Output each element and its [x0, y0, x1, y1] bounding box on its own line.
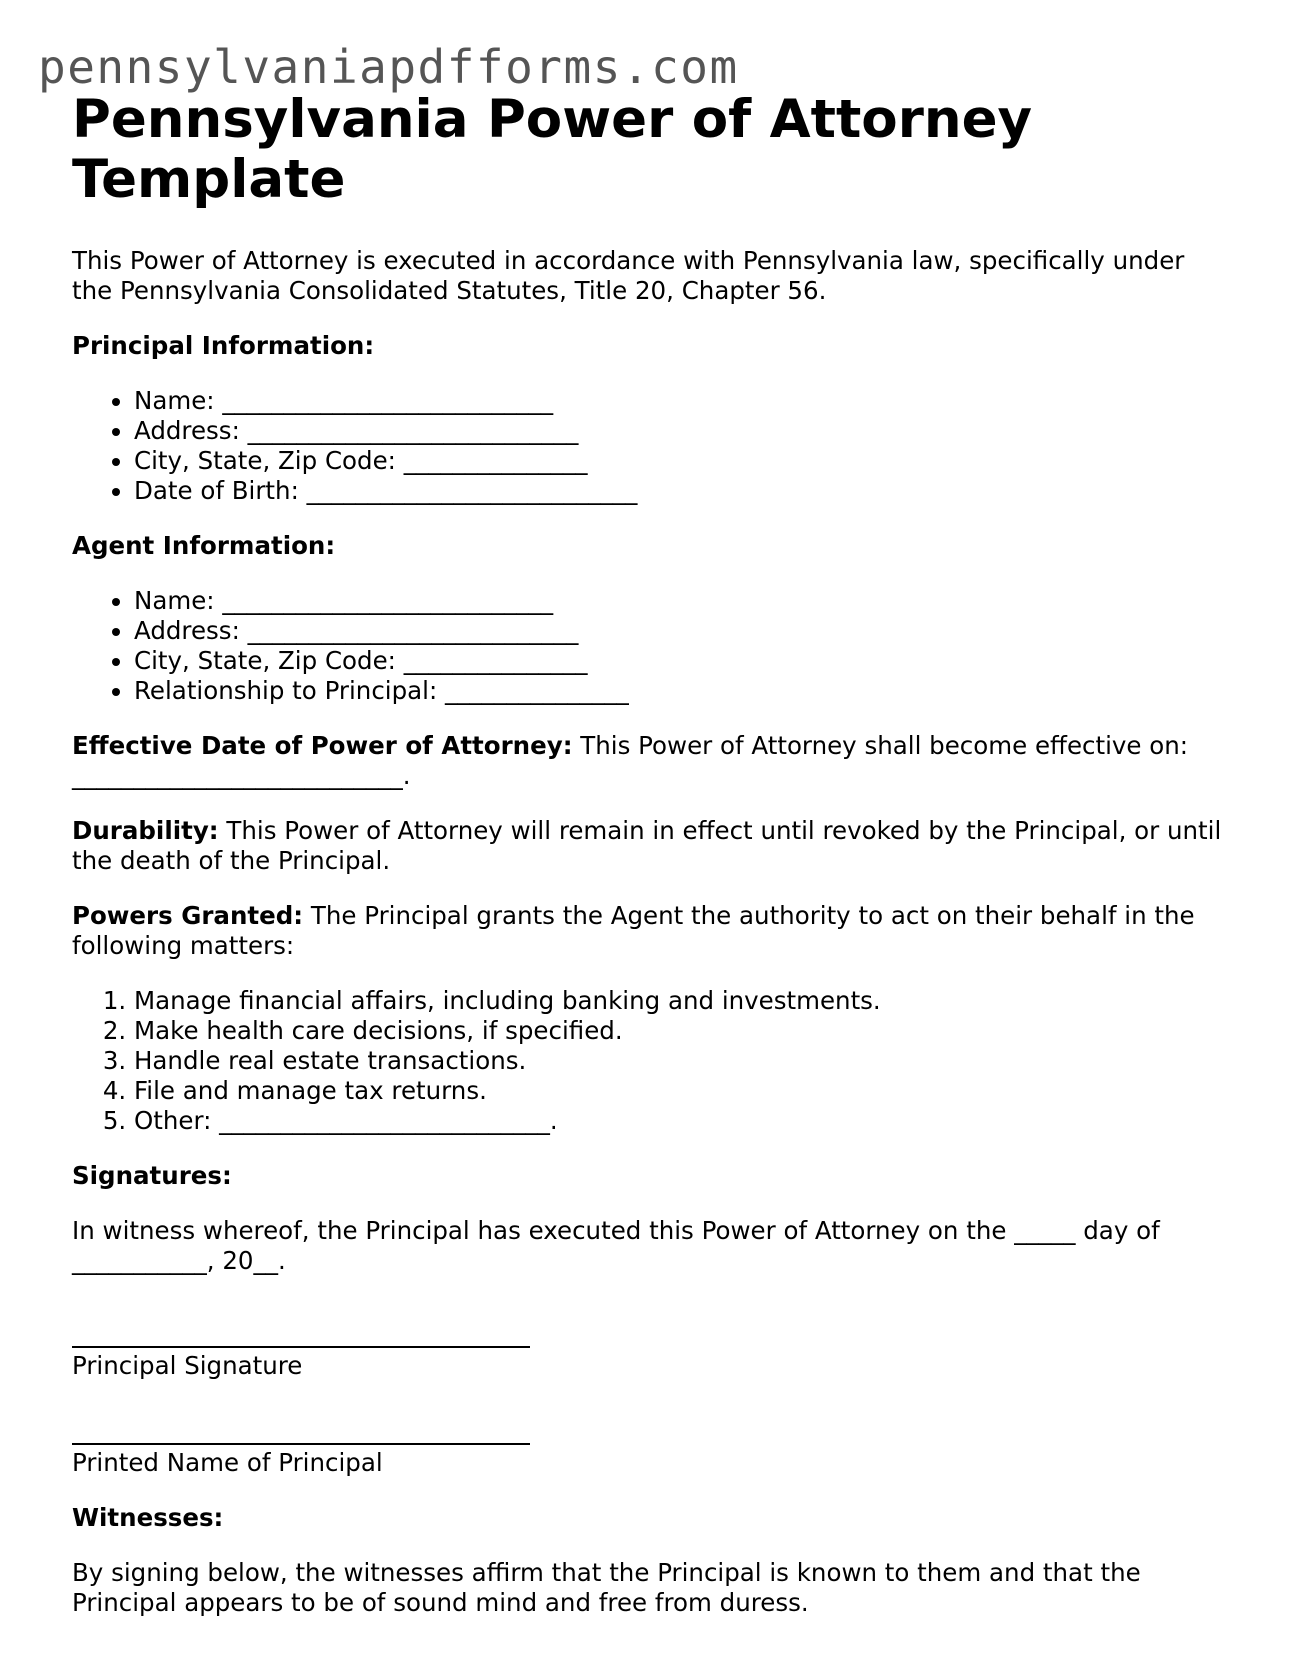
document-body: [72, 90, 1232, 1618]
witnesses-paragraph: By signing below, the witnesses affirm that the Principal is known to them and that the Principal appears to be of sound mind and free from duress.: [72, 1558, 1141, 1617]
printed-name-block: [72, 1421, 1232, 1478]
principal-name-field[interactable]: • Name: ___________________________: [134, 386, 1232, 416]
intro-paragraph: This Power of Attorney is executed in accordance with Pennsylvania law, specifically under the Pennsylvania Consolidated Statutes, Title 20, Chapter 56.: [72, 246, 1185, 305]
powers-granted-label: Powers Granted:: [72, 901, 304, 930]
site-watermark: pennsylvaniapdfforms.com: [38, 40, 739, 94]
principal-signature-block: [72, 1324, 1232, 1381]
effective-date-label: Effective Date of Power of Attorney:: [72, 731, 573, 760]
agent-address-field[interactable]: • Address: ___________________________: [134, 616, 1232, 646]
effective-date-paragraph[interactable]: [72, 731, 1232, 791]
power-item-other-field[interactable]: 5. Other: ___________________________.: [134, 1106, 1232, 1136]
powers-granted-text: The Principal grants the Agent the authority to act on their behalf in the following matters:: [72, 901, 1195, 960]
signatures-heading: Signatures:: [72, 1161, 232, 1190]
principal-signature-line[interactable]: [72, 1324, 530, 1348]
durability-text: This Power of Attorney will remain in effect until revoked by the Principal, or until the death of the Principal.: [72, 816, 1222, 875]
power-item: 2. Make health care decisions, if specified.: [134, 1016, 1232, 1046]
agent-city-state-zip-field[interactable]: • City, State, Zip Code: _______________: [134, 646, 1232, 676]
durability-label: Durability:: [72, 816, 219, 845]
durability-paragraph: [72, 816, 1232, 876]
power-item: 4. File and manage tax returns.: [134, 1076, 1232, 1106]
printed-name-line[interactable]: [72, 1421, 530, 1445]
principal-city-state-zip-field[interactable]: • City, State, Zip Code: _______________: [134, 446, 1232, 476]
powers-granted-paragraph: [72, 901, 1232, 961]
power-item: 1. Manage financial affairs, including banking and investments.: [134, 986, 1232, 1016]
principal-signature-label: Principal Signature: [72, 1351, 303, 1380]
principal-address-field[interactable]: • Address: ___________________________: [134, 416, 1232, 446]
printed-name-label: Printed Name of Principal: [72, 1448, 383, 1477]
agent-info-heading: Agent Information:: [72, 531, 336, 560]
agent-name-field[interactable]: • Name: ___________________________: [134, 586, 1232, 616]
page-title: Pennsylvania Power of Attorney Template: [72, 89, 1033, 210]
principal-dob-field[interactable]: • Date of Birth: ___________________________: [134, 476, 1232, 506]
witnesses-heading: Witnesses:: [72, 1503, 224, 1532]
power-item: 3. Handle real estate transactions.: [134, 1046, 1232, 1076]
principal-info-heading: Principal Information:: [72, 331, 375, 360]
agent-relationship-field[interactable]: • Relationship to Principal: _______________: [134, 676, 1232, 706]
principal-info-list: [72, 386, 1232, 506]
witness-whereof-paragraph[interactable]: In witness whereof, the Principal has executed this Power of Attorney on the _____ day of ___________, 20__.: [72, 1216, 1160, 1275]
powers-list: [72, 986, 1232, 1136]
agent-info-list: [72, 586, 1232, 706]
effective-date-text: This Power of Attorney shall become effective on: ___________________________.: [72, 731, 1189, 790]
